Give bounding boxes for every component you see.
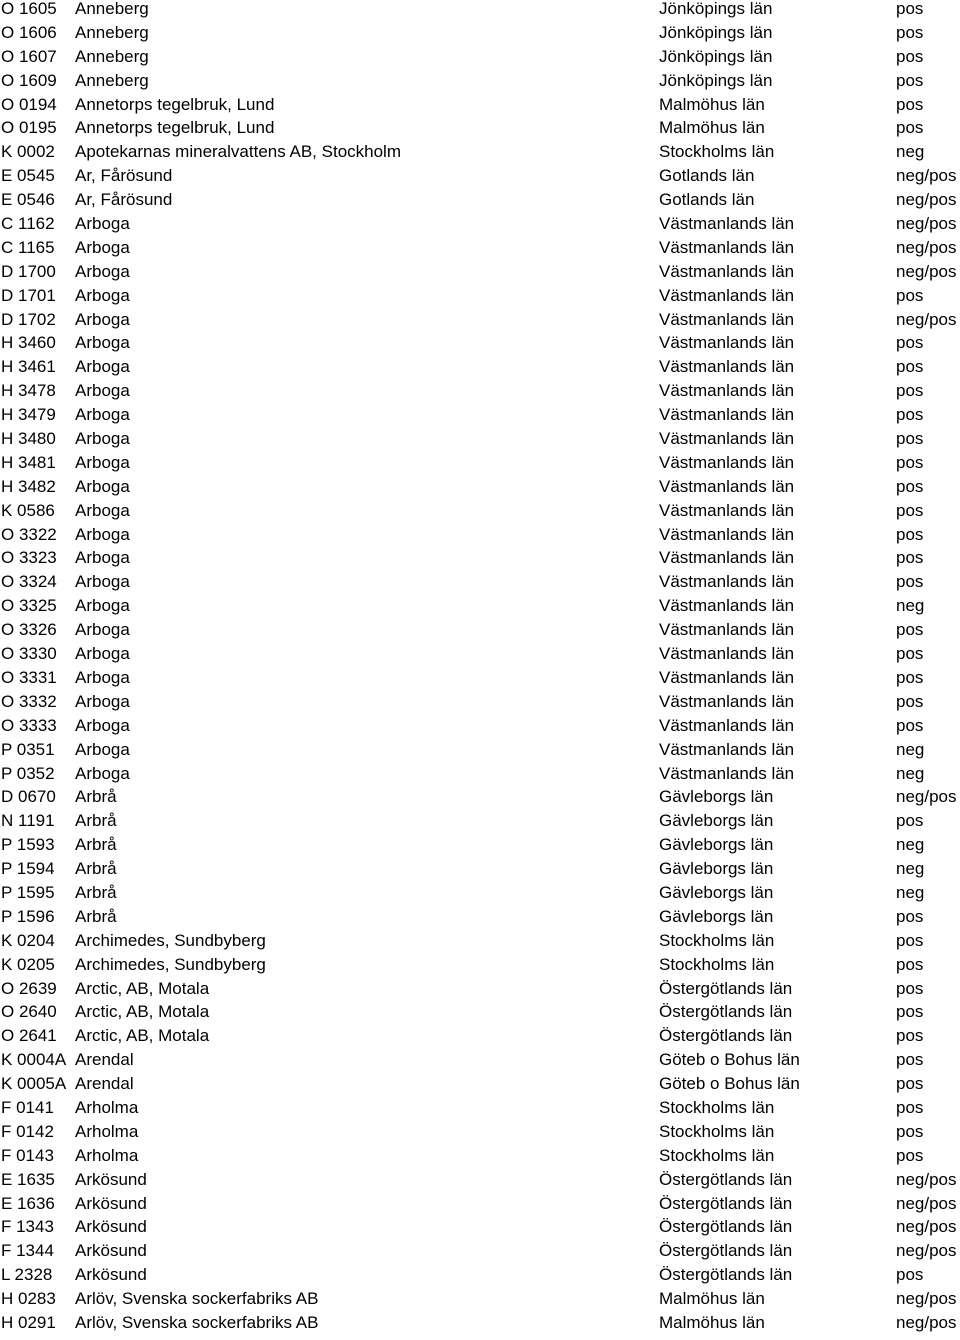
record-result: neg/pos [896, 214, 957, 234]
record-name: Arboga [75, 739, 130, 759]
record-result: pos [896, 691, 924, 711]
record-code: F 1343 [1, 1217, 54, 1237]
list-item [0, 1290, 960, 1314]
record-code: D 1702 [1, 309, 56, 329]
record-code: K 0002 [1, 142, 55, 162]
record-name: Ar, Fårösund [75, 166, 173, 186]
record-result: pos [896, 429, 924, 449]
record-name: Arholma [75, 1121, 139, 1141]
record-result: pos [896, 667, 924, 687]
record-code: O 1606 [1, 22, 57, 42]
record-result: neg/pos [896, 261, 957, 281]
record-result: pos [896, 906, 924, 926]
record-county: Stockholms län [659, 142, 775, 162]
record-county: Stockholms län [659, 930, 775, 950]
record-code: O 1605 [1, 0, 57, 18]
list-item [0, 167, 960, 191]
list-item [0, 597, 960, 621]
record-result: pos [896, 1074, 924, 1094]
record-county: Östergötlands län [659, 1002, 793, 1022]
record-county: Västmanlands län [659, 333, 795, 353]
list-item [0, 478, 960, 502]
record-code: O 0194 [1, 94, 57, 114]
record-result: pos [896, 118, 924, 138]
record-code: H 3460 [1, 333, 56, 353]
record-county: Gävleborgs län [659, 906, 774, 926]
record-name: Arbrå [75, 882, 117, 902]
list-item [0, 908, 960, 932]
record-name: Arboga [75, 381, 130, 401]
record-name: Arbrå [75, 859, 117, 879]
record-result: pos [896, 1026, 924, 1046]
record-code: K 0205 [1, 954, 55, 974]
record-name: Arboga [75, 357, 130, 377]
list-item [0, 741, 960, 765]
record-code: P 0351 [1, 739, 55, 759]
list-item [0, 621, 960, 645]
record-code: O 3332 [1, 691, 57, 711]
list-item [0, 549, 960, 573]
record-result: pos [896, 811, 924, 831]
record-result: neg [896, 763, 925, 783]
record-code: O 3331 [1, 667, 57, 687]
record-county: Stockholms län [659, 1145, 775, 1165]
record-result: pos [896, 476, 924, 496]
record-county: Malmöhus län [659, 1312, 765, 1332]
record-result: pos [896, 452, 924, 472]
record-result: pos [896, 524, 924, 544]
record-code: H 0291 [1, 1312, 56, 1332]
record-result: pos [896, 285, 924, 305]
record-result: pos [896, 405, 924, 425]
record-name: Arboga [75, 596, 130, 616]
record-county: Stockholms län [659, 1097, 775, 1117]
record-code: H 3481 [1, 452, 56, 472]
record-code: O 3326 [1, 620, 57, 640]
list-item [0, 669, 960, 693]
record-name: Arboga [75, 644, 130, 664]
record-result: neg/pos [896, 1312, 957, 1332]
list-item [0, 1027, 960, 1051]
record-code: H 0283 [1, 1289, 56, 1309]
record-result: pos [896, 1002, 924, 1022]
record-county: Västmanlands län [659, 405, 795, 425]
list-item [0, 263, 960, 287]
record-result: pos [896, 1121, 924, 1141]
record-name: Arboga [75, 667, 130, 687]
list-item [0, 836, 960, 860]
list-item [0, 645, 960, 669]
record-code: O 2639 [1, 978, 57, 998]
list-item [0, 812, 960, 836]
record-name: Arkösund [75, 1169, 147, 1189]
record-county: Västmanlands län [659, 285, 795, 305]
record-result: neg [896, 835, 925, 855]
record-code: O 3330 [1, 644, 57, 664]
record-result: pos [896, 930, 924, 950]
record-name: Annetorps tegelbruk, Lund [75, 94, 275, 114]
record-code: K 0005A [1, 1074, 67, 1094]
record-code: H 3479 [1, 405, 56, 425]
record-name: Arboga [75, 285, 130, 305]
record-code: P 1595 [1, 882, 55, 902]
record-county: Västmanlands län [659, 763, 795, 783]
record-code: L 2328 [1, 1265, 53, 1285]
record-code: F 0143 [1, 1145, 54, 1165]
record-result: pos [896, 381, 924, 401]
record-county: Gävleborgs län [659, 882, 774, 902]
record-code: C 1162 [1, 214, 55, 234]
list-item [0, 239, 960, 263]
record-name: Arendal [75, 1050, 134, 1070]
record-code: E 1636 [1, 1193, 55, 1213]
record-name: Arboga [75, 691, 130, 711]
record-county: Östergötlands län [659, 978, 793, 998]
record-name: Arboga [75, 524, 130, 544]
record-name: Arctic, AB, Motala [75, 978, 210, 998]
record-name: Arbrå [75, 835, 117, 855]
record-name: Arboga [75, 261, 130, 281]
list-item [0, 430, 960, 454]
record-county: Stockholms län [659, 1121, 775, 1141]
list-item [0, 1242, 960, 1266]
record-name: Archimedes, Sundbyberg [75, 954, 266, 974]
record-result: neg/pos [896, 190, 957, 210]
record-county: Västmanlands län [659, 524, 795, 544]
record-county: Västmanlands län [659, 452, 795, 472]
record-result: neg [896, 882, 925, 902]
record-code: D 1700 [1, 261, 56, 281]
record-code: O 2641 [1, 1026, 57, 1046]
record-result: pos [896, 620, 924, 640]
record-code: F 0142 [1, 1121, 54, 1141]
record-name: Anneberg [75, 22, 149, 42]
record-county: Malmöhus län [659, 118, 765, 138]
record-code: K 0204 [1, 930, 55, 950]
record-code: O 0195 [1, 118, 57, 138]
record-name: Anneberg [75, 70, 149, 90]
record-result: pos [896, 548, 924, 568]
record-code: P 1594 [1, 859, 55, 879]
record-result: pos [896, 500, 924, 520]
record-code: P 1593 [1, 835, 55, 855]
record-result: pos [896, 0, 924, 18]
record-county: Västmanlands län [659, 214, 795, 234]
list-item [0, 334, 960, 358]
record-county: Västmanlands län [659, 691, 795, 711]
record-code: K 0004A [1, 1050, 67, 1070]
record-name: Arboga [75, 620, 130, 640]
record-result: neg [896, 859, 925, 879]
record-name: Arkösund [75, 1265, 147, 1285]
record-result: pos [896, 954, 924, 974]
record-name: Arlöv, Svenska sockerfabriks AB [75, 1312, 319, 1332]
record-result: pos [896, 94, 924, 114]
list-item [0, 884, 960, 908]
record-county: Västmanlands län [659, 357, 795, 377]
record-result: pos [896, 333, 924, 353]
list-item [0, 215, 960, 239]
list-item [0, 191, 960, 215]
record-code: H 3461 [1, 357, 56, 377]
record-county: Östergötlands län [659, 1265, 793, 1285]
list-item [0, 502, 960, 526]
record-code: E 0545 [1, 166, 55, 186]
list-item [0, 0, 960, 24]
record-name: Anneberg [75, 46, 149, 66]
list-item [0, 788, 960, 812]
record-name: Arlöv, Svenska sockerfabriks AB [75, 1289, 319, 1309]
list-item [0, 693, 960, 717]
record-county: Västmanlands län [659, 596, 795, 616]
record-county: Västmanlands län [659, 381, 795, 401]
list-item [0, 1266, 960, 1290]
list-item [0, 573, 960, 597]
list-item [0, 143, 960, 167]
record-name: Arbrå [75, 811, 117, 831]
record-name: Arholma [75, 1097, 139, 1117]
list-item [0, 1171, 960, 1195]
record-code: P 1596 [1, 906, 55, 926]
list-item [0, 980, 960, 1004]
list-item [0, 406, 960, 430]
record-result: neg/pos [896, 1193, 957, 1213]
list-item [0, 382, 960, 406]
record-result: pos [896, 715, 924, 735]
record-county: Gotlands län [659, 190, 755, 210]
record-code: K 0586 [1, 500, 55, 520]
list-item [0, 1314, 960, 1338]
record-code: N 1191 [1, 811, 55, 831]
record-name: Arboga [75, 548, 130, 568]
list-item [0, 119, 960, 143]
list-item [0, 1147, 960, 1171]
record-county: Jönköpings län [659, 70, 773, 90]
record-name: Arholma [75, 1145, 139, 1165]
record-code: E 1635 [1, 1169, 55, 1189]
record-result: pos [896, 70, 924, 90]
record-result: neg/pos [896, 1169, 957, 1189]
record-county: Västmanlands län [659, 548, 795, 568]
record-county: Östergötlands län [659, 1241, 793, 1261]
record-county: Östergötlands län [659, 1169, 793, 1189]
record-name: Arboga [75, 214, 130, 234]
record-county: Västmanlands län [659, 739, 795, 759]
record-county: Västmanlands län [659, 620, 795, 640]
record-result: pos [896, 22, 924, 42]
record-result: neg/pos [896, 787, 957, 807]
record-county: Jönköpings län [659, 22, 773, 42]
record-code: O 2640 [1, 1002, 57, 1022]
record-name: Arboga [75, 572, 130, 592]
record-code: P 0352 [1, 763, 55, 783]
record-county: Gävleborgs län [659, 835, 774, 855]
list-item [0, 1051, 960, 1075]
record-code: F 1344 [1, 1241, 54, 1261]
record-county: Östergötlands län [659, 1193, 793, 1213]
record-result: neg [896, 142, 925, 162]
record-result: pos [896, 978, 924, 998]
list-item [0, 1099, 960, 1123]
list-item [0, 358, 960, 382]
record-code: O 3333 [1, 715, 57, 735]
record-county: Gävleborgs län [659, 811, 774, 831]
record-name: Arboga [75, 452, 130, 472]
record-county: Gävleborgs län [659, 859, 774, 879]
record-code: H 3482 [1, 476, 56, 496]
list-item [0, 1218, 960, 1242]
record-county: Västmanlands län [659, 309, 795, 329]
record-county: Jönköpings län [659, 0, 773, 18]
record-county: Västmanlands län [659, 667, 795, 687]
record-name: Ar, Fårösund [75, 190, 173, 210]
record-name: Arendal [75, 1074, 134, 1094]
record-name: Archimedes, Sundbyberg [75, 930, 266, 950]
record-code: F 0141 [1, 1097, 54, 1117]
record-county: Göteb o Bohus län [659, 1074, 800, 1094]
record-county: Östergötlands län [659, 1217, 793, 1237]
record-county: Göteb o Bohus län [659, 1050, 800, 1070]
list-item [0, 860, 960, 884]
record-county: Västmanlands län [659, 644, 795, 664]
record-name: Arctic, AB, Motala [75, 1026, 210, 1046]
record-result: neg [896, 596, 925, 616]
record-code: O 1609 [1, 70, 57, 90]
record-name: Anneberg [75, 0, 149, 18]
record-county: Västmanlands län [659, 261, 795, 281]
list-item [0, 96, 960, 120]
record-county: Malmöhus län [659, 1289, 765, 1309]
record-code: O 3324 [1, 572, 57, 592]
list-item [0, 287, 960, 311]
record-result: neg/pos [896, 1217, 957, 1237]
list-item [0, 932, 960, 956]
record-name: Arkösund [75, 1241, 147, 1261]
record-result: neg/pos [896, 237, 957, 257]
record-name: Arboga [75, 476, 130, 496]
record-county: Västmanlands län [659, 500, 795, 520]
record-code: O 3323 [1, 548, 57, 568]
list-item [0, 717, 960, 741]
record-county: Gotlands län [659, 166, 755, 186]
record-code: D 0670 [1, 787, 56, 807]
record-name: Arkösund [75, 1217, 147, 1237]
list-item [0, 526, 960, 550]
record-name: Arboga [75, 405, 130, 425]
record-name: Arbrå [75, 787, 117, 807]
record-county: Gävleborgs län [659, 787, 774, 807]
record-code: O 3325 [1, 596, 57, 616]
record-name: Arboga [75, 333, 130, 353]
record-code: H 3478 [1, 381, 56, 401]
record-county: Västmanlands län [659, 237, 795, 257]
list-item [0, 454, 960, 478]
record-result: pos [896, 1145, 924, 1165]
record-result: pos [896, 1050, 924, 1070]
record-result: pos [896, 357, 924, 377]
record-county: Stockholms län [659, 954, 775, 974]
record-name: Arboga [75, 715, 130, 735]
list-item [0, 72, 960, 96]
record-result: neg/pos [896, 309, 957, 329]
list-item [0, 956, 960, 980]
list-item [0, 48, 960, 72]
list-item [0, 1075, 960, 1099]
record-county: Västmanlands län [659, 715, 795, 735]
record-result: neg/pos [896, 1241, 957, 1261]
list-item [0, 24, 960, 48]
record-name: Arboga [75, 237, 130, 257]
record-name: Annetorps tegelbruk, Lund [75, 118, 275, 138]
list-item [0, 311, 960, 335]
record-code: D 1701 [1, 285, 56, 305]
record-name: Arkösund [75, 1193, 147, 1213]
record-result: pos [896, 572, 924, 592]
record-result: pos [896, 1097, 924, 1117]
record-result: neg [896, 739, 925, 759]
record-code: O 3322 [1, 524, 57, 544]
record-name: Arboga [75, 763, 130, 783]
record-county: Malmöhus län [659, 94, 765, 114]
record-county: Östergötlands län [659, 1026, 793, 1046]
record-name: Apotekarnas mineralvattens AB, Stockholm [75, 142, 401, 162]
record-county: Jönköpings län [659, 46, 773, 66]
record-code: E 0546 [1, 190, 55, 210]
list-item [0, 1003, 960, 1027]
record-name: Arboga [75, 429, 130, 449]
record-code: C 1165 [1, 237, 55, 257]
record-name: Arboga [75, 309, 130, 329]
record-name: Arbrå [75, 906, 117, 926]
record-result: pos [896, 46, 924, 66]
record-name: Arboga [75, 500, 130, 520]
record-result: neg/pos [896, 166, 957, 186]
record-code: O 1607 [1, 46, 57, 66]
list-item [0, 765, 960, 789]
record-county: Västmanlands län [659, 476, 795, 496]
record-name: Arctic, AB, Motala [75, 1002, 210, 1022]
record-county: Västmanlands län [659, 572, 795, 592]
record-result: neg/pos [896, 1289, 957, 1309]
record-result: pos [896, 644, 924, 664]
list-item [0, 1195, 960, 1219]
record-county: Västmanlands län [659, 429, 795, 449]
list-item [0, 1123, 960, 1147]
record-code: H 3480 [1, 429, 56, 449]
record-result: pos [896, 1265, 924, 1285]
